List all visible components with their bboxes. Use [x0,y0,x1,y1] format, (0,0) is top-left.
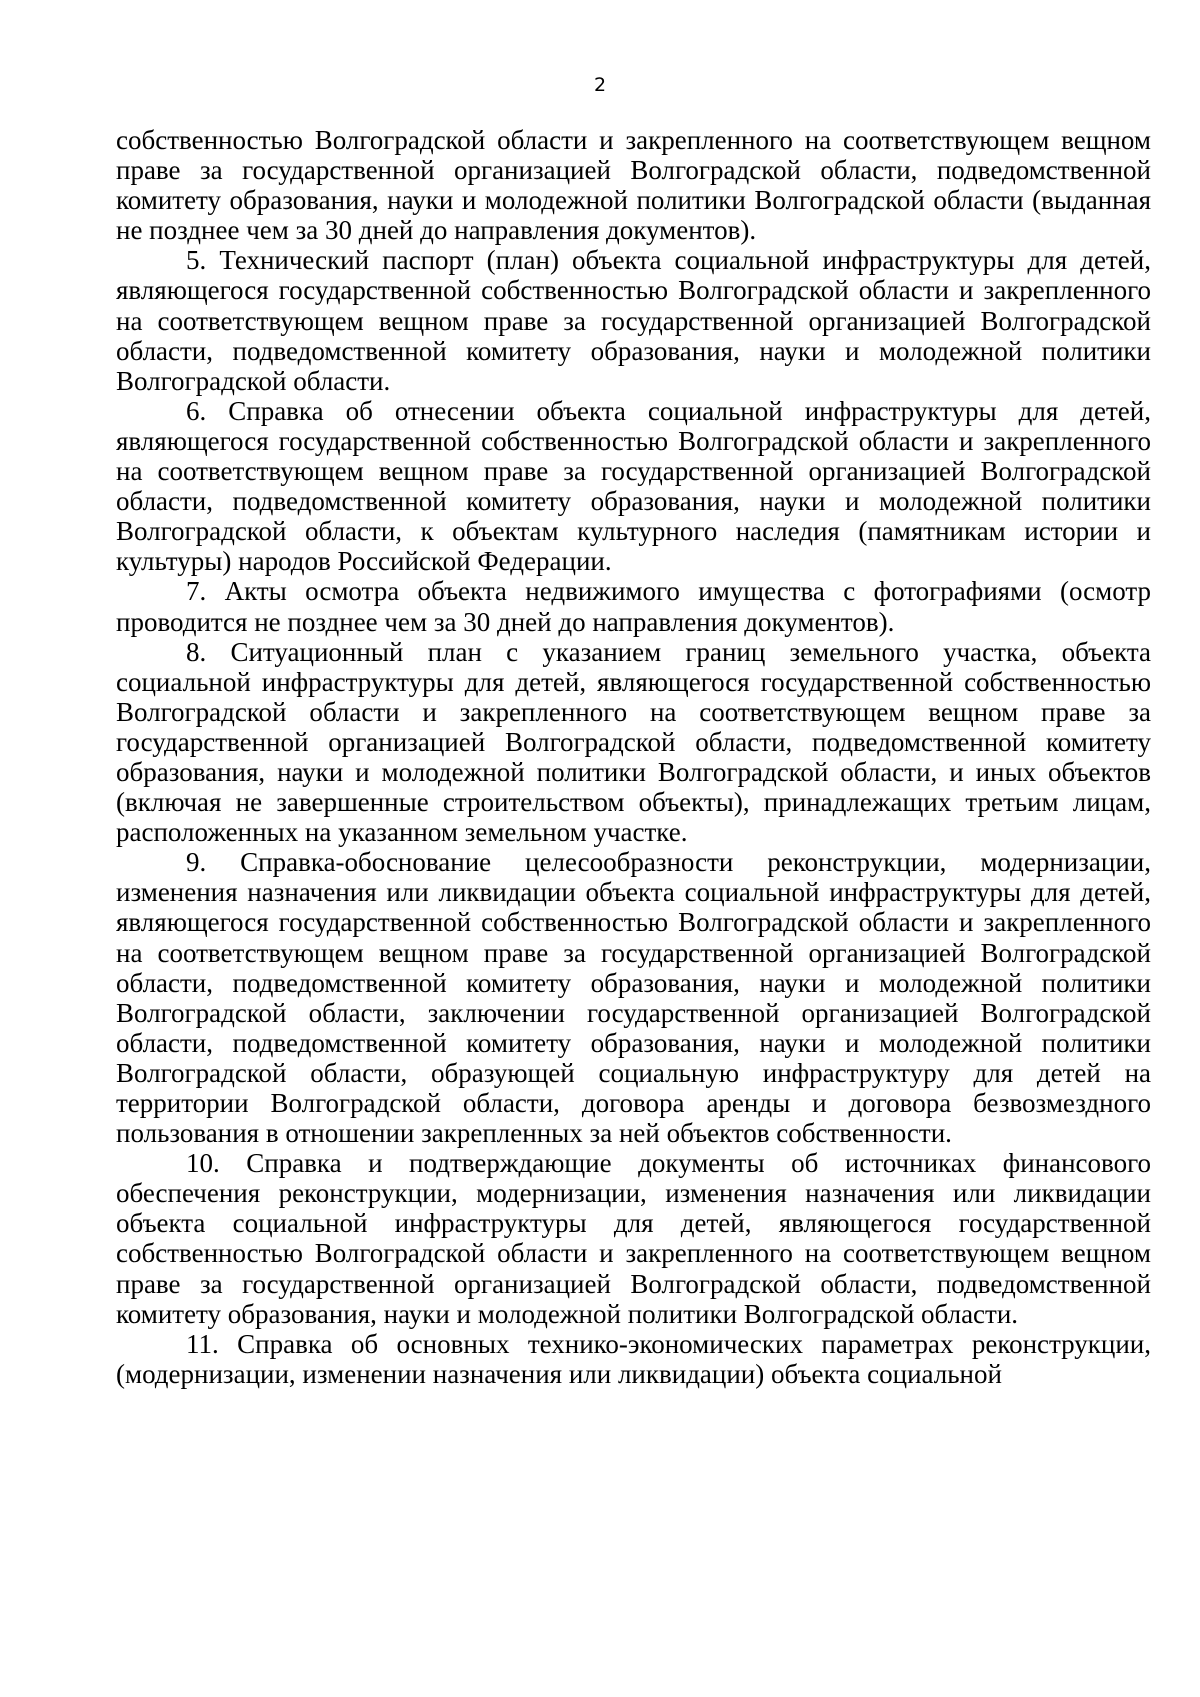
paragraph-continuation: собственностью Волгоградской области и закрепленного на соответствующем вещном праве за государственной организацией Волгоградской области, подведомственной комитету образования, науки и молодежной политики Волгоградской области (выданная не позднее чем за 30 дней до направления документов). [116,125,1151,246]
paragraph-item-11: 11. Справка об основных технико-экономических параметрах реконструкции, (модернизации, изменении назначения или ликвидации) объекта социальной [116,1328,1151,1389]
paragraph-item-10: 10. Справка и подтверждающие документы об источниках финансового обеспечения реконструкции, модернизации, изменения назначения или ликвидации объекта социальной инфраструктуры для детей, являющегося государственной собственностью Волгоградской области и закрепленного на соответствующем вещном праве за государственной организацией Волгоградской области, подведомственной комитету образования, науки и молодежной политики Волгоградской области. [116,1148,1151,1329]
paragraph-item-8: 8. Ситуационный план с указанием границ земельного участка, объекта социальной инфраструктуры для детей, являющегося государственной собственностью Волгоградской области и закрепленного на соответствующем вещном праве за государственной организацией Волгоградской области, подведомственной комитету образования, науки и молодежной политики Волгоградской области, и иных объектов (включая не завершенные строительством объекты), принадлежащих третьим лицам, расположенных на указанном земельном участке. [116,636,1151,848]
page-number: 2 [593,74,607,96]
paragraph-item-6: 6. Справка об отнесении объекта социальной инфраструктуры для детей, являющегося государственной собственностью Волгоградской области и закрепленного на соответствующем вещном праве за государственной организацией Волгоградской области, подведомственной комитету образования, науки и молодежной политики Волгоградской области, к объектам культурного наследия (памятникам истории и культуры) народов Российской Федерации. [116,395,1151,577]
paragraph-item-7: 7. Акты осмотра объекта недвижимого имущества с фотографиями (осмотр проводится не позднее чем за 30 дней до направления документов). [116,576,1151,637]
paragraph-item-5: 5. Технический паспорт (план) объекта социальной инфраструктуры для детей, являющегося государственной собственностью Волгоградской области и закрепленного на соответствующем вещном праве за государственной организацией Волгоградской области, подведомственной комитету образования, науки и молодежной политики Волгоградской области. [116,245,1151,396]
paragraph-item-9: 9. Справка-обоснование целесообразности реконструкции, модернизации, изменения назначения или ликвидации объекта социальной инфраструктуры для детей, являющегося государственной собственностью Волгоградской области и закрепленного на соответствующем вещном праве за государственной организацией Волгоградской области, подведомственной комитету образования, науки и молодежной политики Волгоградской области, заключении государственной организацией Волгоградской области, подведомственной комитету образования, науки и молодежной политики Волгоградской области, образующей социальную инфраструктуру для детей на территории Волгоградской области, договора аренды и договора безвозмездного пользования в отношении закрепленных за ней объектов собственности. [116,847,1151,1149]
document-body [116,125,1151,1389]
